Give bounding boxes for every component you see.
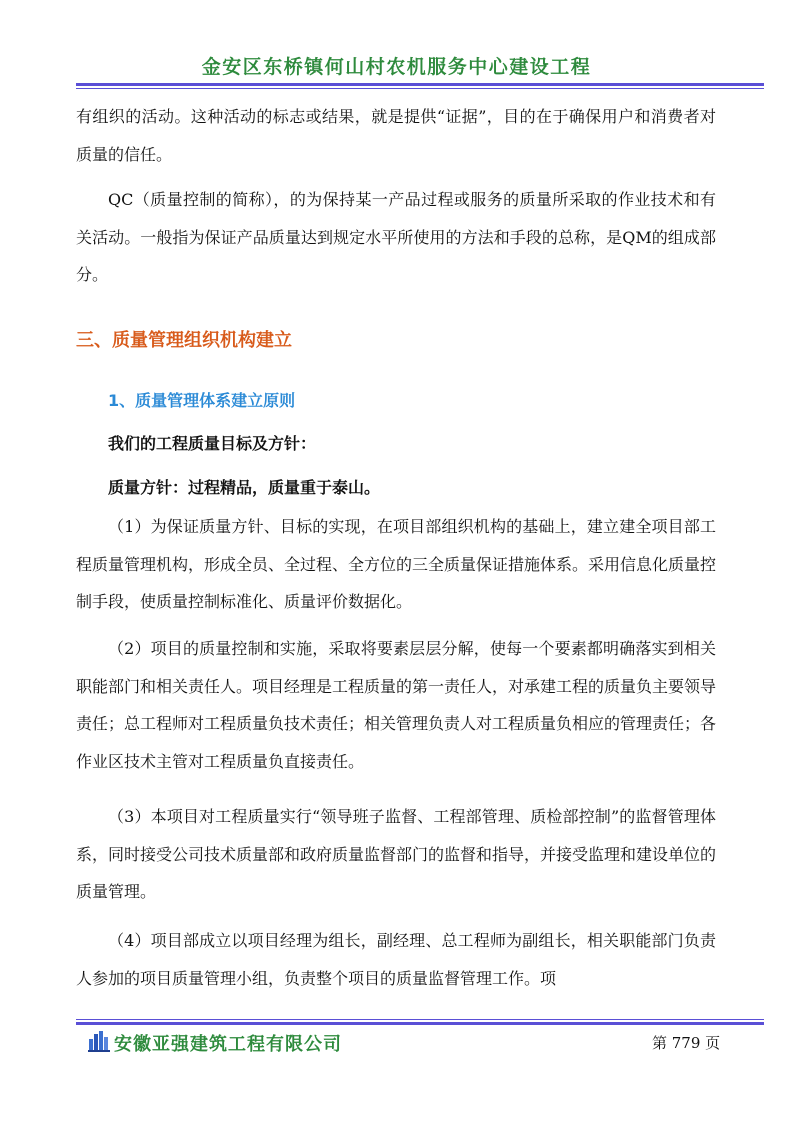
- building-logo-icon: [88, 1030, 110, 1052]
- paragraph-1: 有组织的活动。这种活动的标志或结果，就是提供“证据”，目的在于确保用户和消费者对质量的信任。: [76, 107, 716, 164]
- header-rule-thin: [76, 88, 764, 89]
- sub-heading: 1、质量管理体系建立原则: [108, 391, 296, 410]
- paragraph-2: QC（质量控制的简称），的为保持某一产品过程或服务的质量所采取的作业技术和有关活动。一般指为保证产品质量达到规定水平所使用的方法和手段的总称，是QM的组成部分。: [76, 190, 716, 284]
- footer-company-name: 安徽亚强建筑工程有限公司: [114, 1034, 342, 1055]
- footer-rule-thin: [76, 1019, 764, 1020]
- section-heading: 三、质量管理组织机构建立: [76, 330, 292, 351]
- footer-rule-thick: [76, 1022, 764, 1025]
- paragraph-3: （1）为保证质量方针、目标的实现，在项目部组织机构的基础上，建立建全项目部工程质量管理机构，形成全员、全过程、全方位的三全质量保证措施体系。采用信息化质量控制手段，使质量控制标准化、质量评价数据化。: [76, 517, 717, 611]
- paragraph-6: （4）项目部成立以项目经理为组长，副经理、总工程师为副组长，相关职能部门负责人参加的项目质量管理小组，负责整个项目的质量监督管理工作。项: [76, 931, 716, 988]
- paragraph-4: （2）项目的质量控制和实施，采取将要素层层分解，使每一个要素都明确落实到相关职能部门和相关责任人。项目经理是工程质量的第一责任人，对承建工程的质量负主要领导责任；总工程师对工程质量负技术责任；相关管理负责人对工程质量负相应的管理责任；各作业区技术主管对工程质量负直接责任。: [76, 639, 717, 771]
- paragraph-5: （3）本项目对工程质量实行“领导班子监督、工程部管理、质检部控制”的监督管理体系，同时接受公司技术质量部和政府质量监督部门的监督和指导，并接受监理和建设单位的质量管理。: [76, 807, 717, 901]
- page-number: 第 779 页: [652, 1034, 721, 1052]
- header-title: 金安区东桥镇何山村农机服务中心建设工程: [201, 56, 592, 78]
- quality-goal-heading: 我们的工程质量目标及方针：: [108, 434, 317, 453]
- quality-policy: 质量方针：过程精品，质量重于泰山。: [108, 478, 381, 497]
- header-rule-thick: [76, 83, 764, 86]
